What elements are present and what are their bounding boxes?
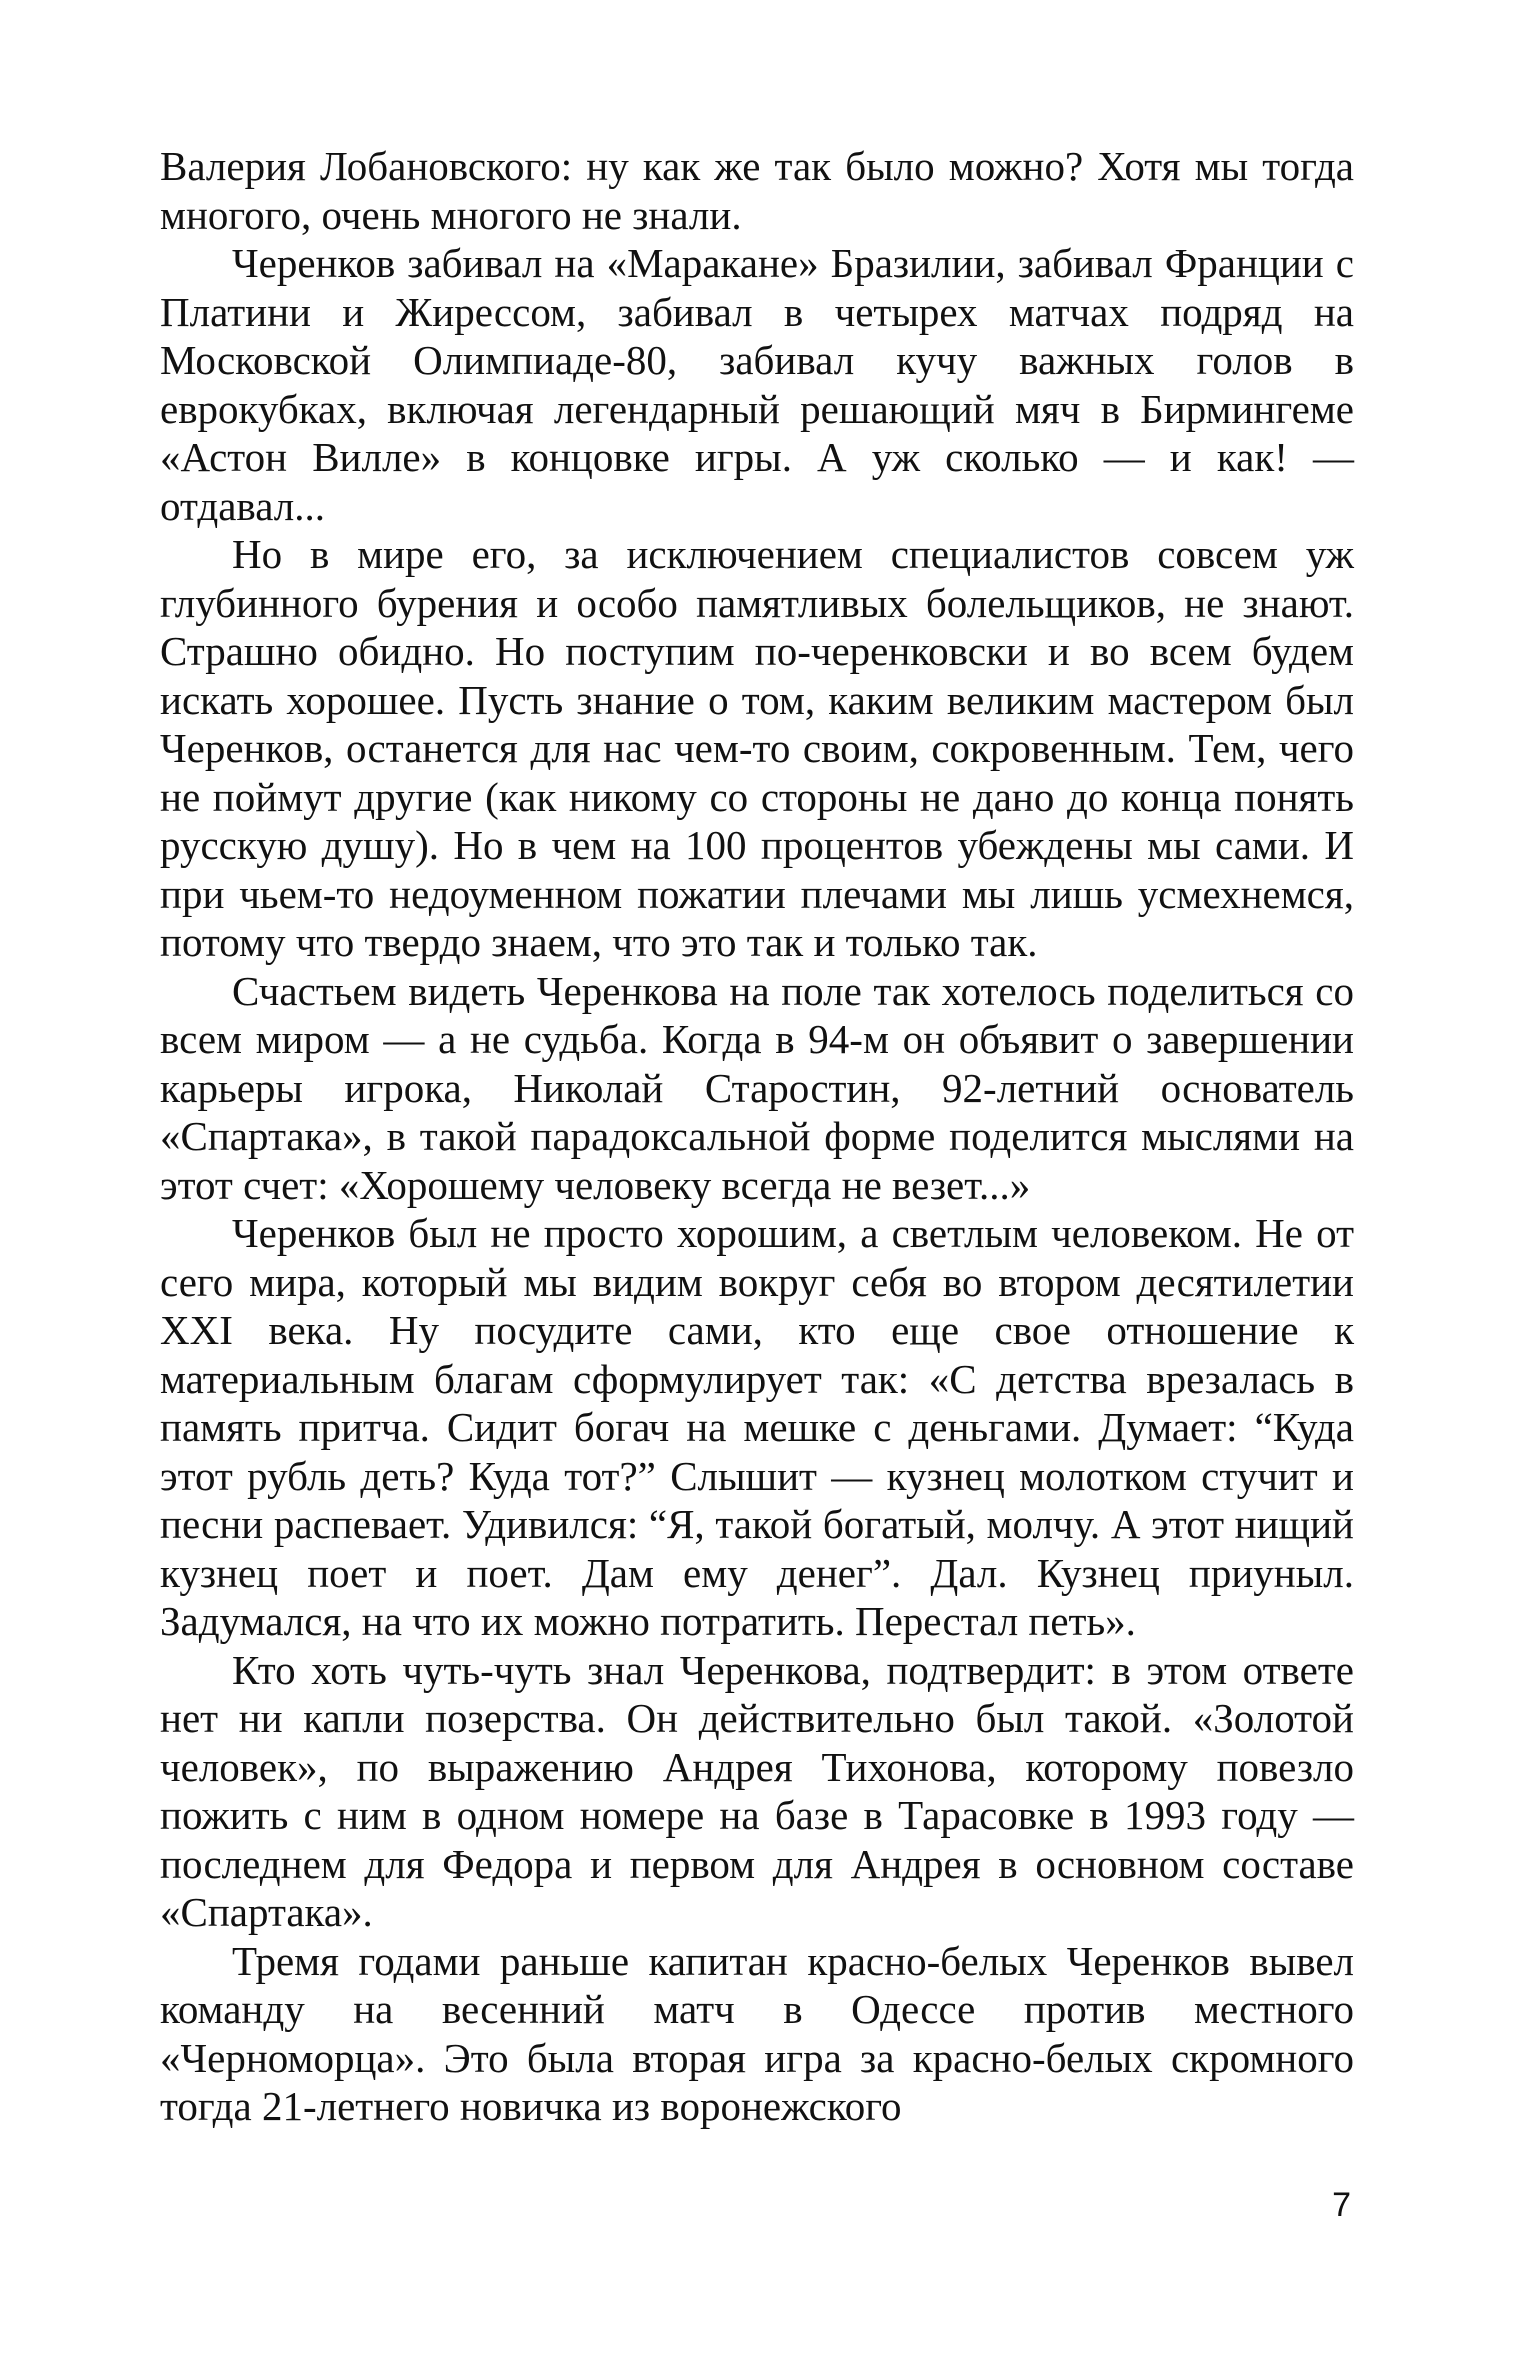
paragraph-6: Кто хоть чуть-чуть знал Черенкова, подтвердит: в этом ответе нет ни капли позерства. Он действительно был такой. «Золотой человек», по выражению Андрея Тихонова, которому повезло пожить с ним в одном номере на базе в Тарасовке в 1993 году — последнем для Федора и первом для Андрея в основном составе «Спартака». <box>160 1646 1354 1935</box>
paragraph-3: Но в мире его, за исключением специалистов совсем уж глубинного бурения и особо памятливых болельщиков, не знают. Страшно обидно. Но поступим по-черенковски и во всем будем искать хорошее. Пусть знание о том, каким великим мастером был Черенков, останется для нас чем-то своим, сокровенным. Тем, чего не поймут другие (как никому со стороны не дано до конца понять русскую душу). Но в чем на 100 процентов убеждены мы сами. И при чьем-то недоуменном пожатии плечами мы лишь усмехнемся, потому что твердо знаем, что это так и только так. <box>160 531 1354 965</box>
page-body <box>160 142 1354 2131</box>
paragraph-1: Валерия Лобановского: ну как же так было можно? Хотя мы тогда многого, очень многого не знали. <box>160 143 1354 238</box>
paragraph-2: Черенков забивал на «Маракане» Бразилии, забивал Франции с Платини и Жирессом, забивал в четырех матчах подряд на Московской Олимпиаде-80, забивал кучу важных голов в еврокубках, включая легендарный решающий мяч в Бирмингеме «Астон Вилле» в концовке игры. А уж сколько — и как! — отдавал... <box>160 240 1354 529</box>
page-number: 7 <box>1332 2186 1351 2224</box>
paragraph-7: Тремя годами раньше капитан красно-белых Черенков вывел команду на весенний матч в Одессе против местного «Черноморца». Это была вторая игра за красно-белых скромного тогда 21-летнего новичка из воронежского <box>160 1937 1354 2129</box>
paragraph-4: Счастьем видеть Черенкова на поле так хотелось поделиться со всем миром — а не судьба. Когда в 94-м он объявит о завершении карьеры игрока, Николай Старостин, 92-летний основатель «Спартака», в такой парадоксальной форме поделится мыслями на этот счет: «Хорошему человеку всегда не везет...» <box>160 967 1354 1208</box>
paragraph-5: Черенков был не просто хорошим, а светлым человеком. Не от сего мира, который мы видим вокруг себя во втором десятилетии XXI века. Ну посудите сами, кто еще свое отношение к материальным благам сформулирует так: «С детства врезалась в память притча. Сидит богач на мешке с деньгами. Думает: “Куда этот рубль деть? Куда тот?” Слышит — кузнец молотком стучит и песни распевает. Удивился: “Я, такой богатый, молчу. А этот нищий кузнец поет и поет. Дам ему денег”. Дал. Кузнец приуныл. Задумался, на что их можно потратить. Перестал петь». <box>160 1210 1354 1644</box>
